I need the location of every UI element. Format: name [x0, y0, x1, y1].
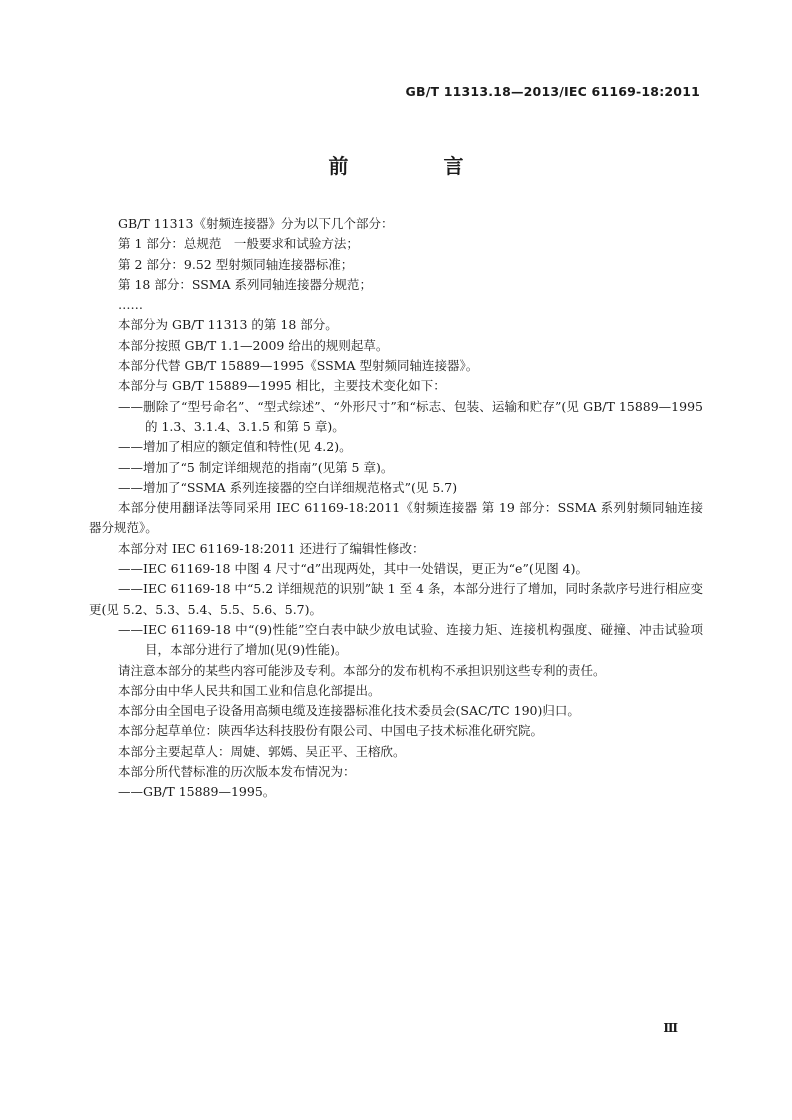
list-item-history-version: ——GB/T 15889—1995。: [118, 784, 276, 800]
document-header-standard-id: GB/T 11313.18—2013/IEC 61169-18:2011: [405, 84, 700, 99]
paragraph-editorial-intro: 本部分对 IEC 61169-18:2011 还进行了编辑性修改：: [118, 540, 425, 556]
paragraph-equivalent-adoption: 本部分使用翻译法等同采用 IEC 61169-18:2011《射频连接器 第 19 部分：SSMA 系列射频同轴连接器分规范》。: [89, 500, 703, 536]
paragraph-ellipsis: ……: [118, 297, 143, 313]
paragraph-changes-intro: 本部分与 GB/T 15889—1995 相比，主要技术变化如下：: [118, 378, 446, 394]
paragraph-drafting-rules: 本部分按照 GB/T 1.1—2009 给出的规则起草。: [118, 337, 389, 353]
paragraph-part-2: 第 2 部分：9.52 型射频同轴连接器标准；: [118, 256, 354, 272]
list-item-edit-figure-4: ——IEC 61169-18 中图 4 尺寸“d”出现两处，其中一处错误，更正为“e”(见图 4)。: [118, 561, 589, 577]
page-title: 前 言: [328, 154, 508, 178]
list-item-edit-performance: ——IEC 61169-18 中“(9)性能”空白表中缺少放电试验、连接力矩、连接机构强度、碰撞、冲击试验项目，本部分进行了增加(见(9)性能)。: [118, 621, 703, 658]
list-item-change-guide: ——增加了“5 制定详细规范的指南”(见第 5 章)。: [118, 459, 394, 475]
paragraph-proposed-by: 本部分由中华人民共和国工业和信息化部提出。: [118, 682, 381, 698]
page-number: Ⅲ: [663, 1021, 678, 1035]
foreword-body: [89, 214, 703, 803]
list-item-change-blank-spec: ——增加了“SSMA 系列连接器的空白详细规范格式”(见 5.7): [118, 479, 458, 495]
list-item-edit-clause-5-2: ——IEC 61169-18 中“5.2 详细规范的识别”缺 1 至 4 条，本部分进行了增加，同时条款序号进行相应变更(见 5.2、5.3、5.4、5.5、5.6、5.7)。: [89, 581, 703, 617]
paragraph-replaces: 本部分代替 GB/T 15889—1995《SSMA 型射频同轴连接器》。: [118, 358, 479, 374]
paragraph-drafting-units: 本部分起草单位：陕西华达科技股份有限公司、中国电子技术标准化研究院。: [118, 723, 544, 739]
list-item-change-ratings: ——增加了相应的额定值和特性(见 4.2)。: [118, 439, 352, 455]
paragraph-history-intro: 本部分所代替标准的历次版本发布情况为：: [118, 764, 356, 780]
list-item-change-deleted: ——删除了“型号命名”、“型式综述”、“外形尺寸”和“标志、包装、运输和贮存”(见 GB/T 15889—1995 的 1.3、3.1.4、3.1.5 和第 5 章)。: [118, 398, 703, 434]
paragraph-patent-notice: 请注意本部分的某些内容可能涉及专利。本部分的发布机构不承担识别这些专利的责任。: [118, 662, 606, 678]
paragraph-under-jurisdiction: 本部分由全国电子设备用高频电缆及连接器标准化技术委员会(SAC/TC 190)归口。: [118, 703, 580, 719]
paragraph-part-1: 第 1 部分：总规范 一般要求和试验方法；: [118, 236, 359, 252]
paragraph-part-statement: 本部分为 GB/T 11313 的第 18 部分。: [118, 317, 338, 333]
paragraph-drafters: 本部分主要起草人：周婕、郭嫣、吴正平、王榕欣。: [118, 743, 406, 759]
paragraph-parts-intro: GB/T 11313《射频连接器》分为以下几个部分：: [118, 216, 394, 231]
paragraph-part-18: 第 18 部分：SSMA 系列同轴连接器分规范；: [118, 276, 373, 292]
